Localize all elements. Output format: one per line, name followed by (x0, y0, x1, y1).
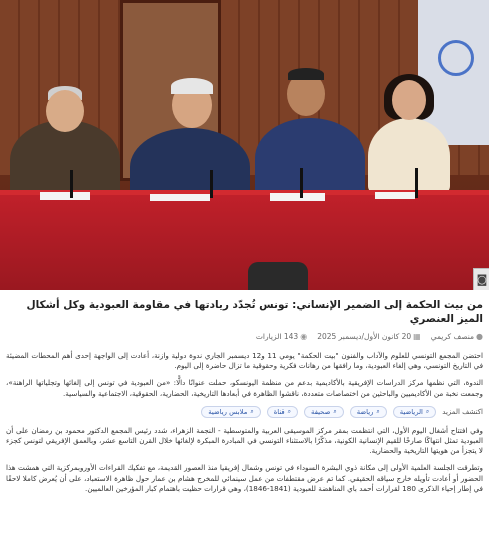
logo-icon (438, 40, 474, 76)
tag-chip[interactable]: ⌕ قناة (267, 406, 298, 418)
user-icon: ● (476, 332, 483, 341)
tag-chip[interactable]: ⌕ صحيفة (304, 406, 344, 418)
microphone (300, 168, 303, 198)
date-text: 20 كانون الأول/ديسمبر 2025 (317, 332, 412, 341)
tag-chip[interactable]: ⌕ ملابس رياضية (201, 406, 261, 418)
date (317, 331, 421, 343)
microphone (70, 170, 73, 198)
search-icon: ⌕ (287, 407, 292, 415)
author[interactable] (431, 331, 483, 343)
search-icon: ⌕ (425, 407, 430, 415)
microphone (415, 168, 418, 198)
speaker-4 (368, 118, 450, 194)
panel-table (0, 195, 489, 290)
papers (40, 192, 90, 200)
speaker-1 (10, 120, 120, 200)
article-meta (6, 331, 483, 343)
papers (375, 192, 415, 199)
article-paragraph: الندوة، التي نظمها مركز الدراسات الإفريقية بالأكاديمية بدعم من منظمة اليونسكو، حملت عنوانًا دالًّا: «من العبودية في تونس إلى إلغائها وتجلياتها الراهنة»، وجمعت نخبة من الأكاديميين والباحثين من اختصاصات متعددة، ناقشوا الظاهرة في أبعادها التاريخية، الحضارية، الحقوقية، الاجتماعية والسياسية. (6, 378, 483, 398)
calendar-icon: ▦ (413, 332, 421, 341)
tags-label: اكتشف المزيد (442, 407, 483, 416)
discover-more-tags (6, 406, 483, 418)
speaker-4-head (392, 80, 426, 120)
views (256, 331, 307, 343)
tag-chip[interactable]: ⌕ رياضة (350, 406, 387, 418)
camera-foreground (248, 262, 308, 290)
papers (270, 193, 325, 201)
eye-icon: ◉ (300, 332, 308, 341)
article-paragraph: احتضن المجمع التونسي للعلوم والآداب والفنون "بيت الحكمة" يومي 11 و12 ديسمبر الجاري ندوة دولية وازنة، أعادت إلى الواجهة إحدى أهم المحطات المضيئة في التاريخ التونسي، وهي إلغاء العبودية، وما رافقها من رهانات فكرية وحقوقية ما تزال حاضرة إلى اليوم. (6, 351, 483, 371)
author-name: منصف كريمي (430, 332, 475, 341)
microphone (210, 170, 213, 198)
papers (150, 194, 210, 201)
tag-chip[interactable]: ⌕ الرياضية (393, 406, 437, 418)
article (6, 298, 483, 501)
speaker-1-head (46, 90, 84, 132)
article-paragraph: وفي افتتاح أشغال اليوم الأول، التي انتظمت بمقر مركز الموسيقى العربية والمتوسطية - النجمة الزهراء، شدد رئيس المجمع الدكتور محمود بن رمضان على أن العبودية تمثل انتهاكًا صارخًا للقيم الإنسانية الكونية، مذكّرًا بالاستثناء التونسي في المبادرة المبكرة لإلغائها خلال القرن التاسع عشر، وبالعمق الإفريقي لتونس كجزء لا يتجزأ من هويتها التاريخية والحضارية. (6, 425, 483, 456)
views-text: 143 الزيارات (255, 332, 299, 341)
search-icon: ⌕ (250, 407, 254, 415)
camera-icon[interactable]: ◙ (473, 268, 489, 290)
speaker-3 (255, 118, 365, 198)
search-icon: ⌕ (376, 407, 380, 415)
article-paragraph: وتطرقت الجلسة العلمية الأولى إلى مكانة ذوي البشرة السوداء في تونس وشمال إفريقيا منذ العصور القديمة، مع تفكيك القراءات الأوروبمركزية التي همشت هذا الحضور أو أعادت تأويله خارج سياقه الحقيقي. كما تم عرض مقتطفات من عمل سينمائي للمخرج هشام بن عمار حول ظاهرة الاستعباد، على أن يُعرض كاملا لاحقًا في إطار إحياء الذكرى 180 لقرارات أحمد باي المناهضة للعبودية (1841-1846)، وهي قرارات حظيت باهتمام كبار المؤرخين العالميين. (6, 463, 483, 493)
search-icon: ⌕ (333, 407, 337, 415)
article-title: من بيت الحكمة إلى الضمير الإنساني: تونس تُجدّد ريادتها في مقاومة العبودية وكل أشكال الميز العنصري (26, 299, 483, 325)
